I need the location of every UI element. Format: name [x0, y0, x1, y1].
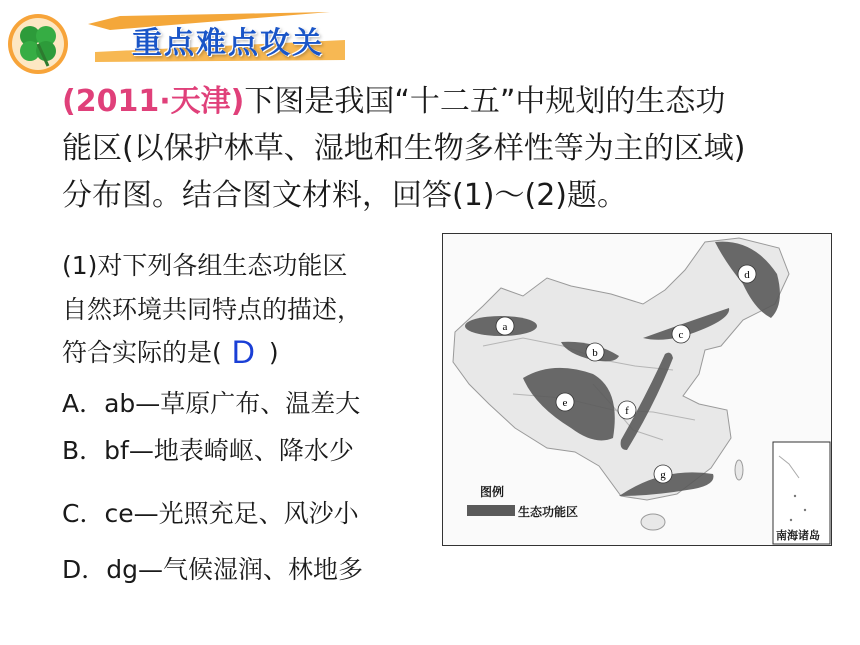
legend-title: 图例 [480, 485, 505, 499]
zone-label-c: c [678, 329, 684, 341]
source-tag: (2011·天津) [62, 84, 245, 119]
legend-label: 生态功能区 [518, 505, 579, 519]
zone-label-e: e [562, 397, 568, 409]
question-close-paren: ) [268, 338, 279, 367]
option-a: A．ab—草原广布、温差大 [62, 389, 361, 418]
inset-label: 南海诸岛 [776, 529, 820, 542]
zone-a [465, 316, 537, 336]
page-title: 重点难点攻关 [132, 26, 324, 61]
intro-line-2: 能区(以保护林草、湿地和生物多样性等为主的区域) [62, 131, 746, 166]
zone-label-f: f [625, 405, 629, 417]
question-line-3: 符合实际的是( [62, 338, 222, 367]
intro-paragraph [62, 78, 832, 219]
option-c: C．ce—光照充足、风沙小 [62, 499, 359, 528]
question-line-1: (1)对下列各组生态功能区 [62, 251, 348, 280]
zone-label-a: a [502, 321, 508, 333]
intro-line-1: 下图是我国“十二五”中规划的生态功 [244, 84, 726, 119]
zone-label-b: b [592, 347, 598, 359]
answer-mark: D [231, 334, 255, 370]
clover-icon [12, 18, 64, 70]
legend-swatch [467, 505, 515, 516]
intro-line-3: 分布图。结合图文材料，回答(1)～(2)题。 [62, 178, 627, 213]
option-d: D．dg—气候湿润、林地多 [62, 555, 363, 584]
question-line-2: 自然环境共同特点的描述， [62, 294, 363, 324]
zone-label-g: g [660, 469, 666, 481]
zone-label-d: d [744, 269, 750, 281]
header-banner [0, 0, 360, 80]
option-b: B．bf—地表崎岖、降水少 [62, 436, 354, 465]
question-block [62, 244, 442, 375]
